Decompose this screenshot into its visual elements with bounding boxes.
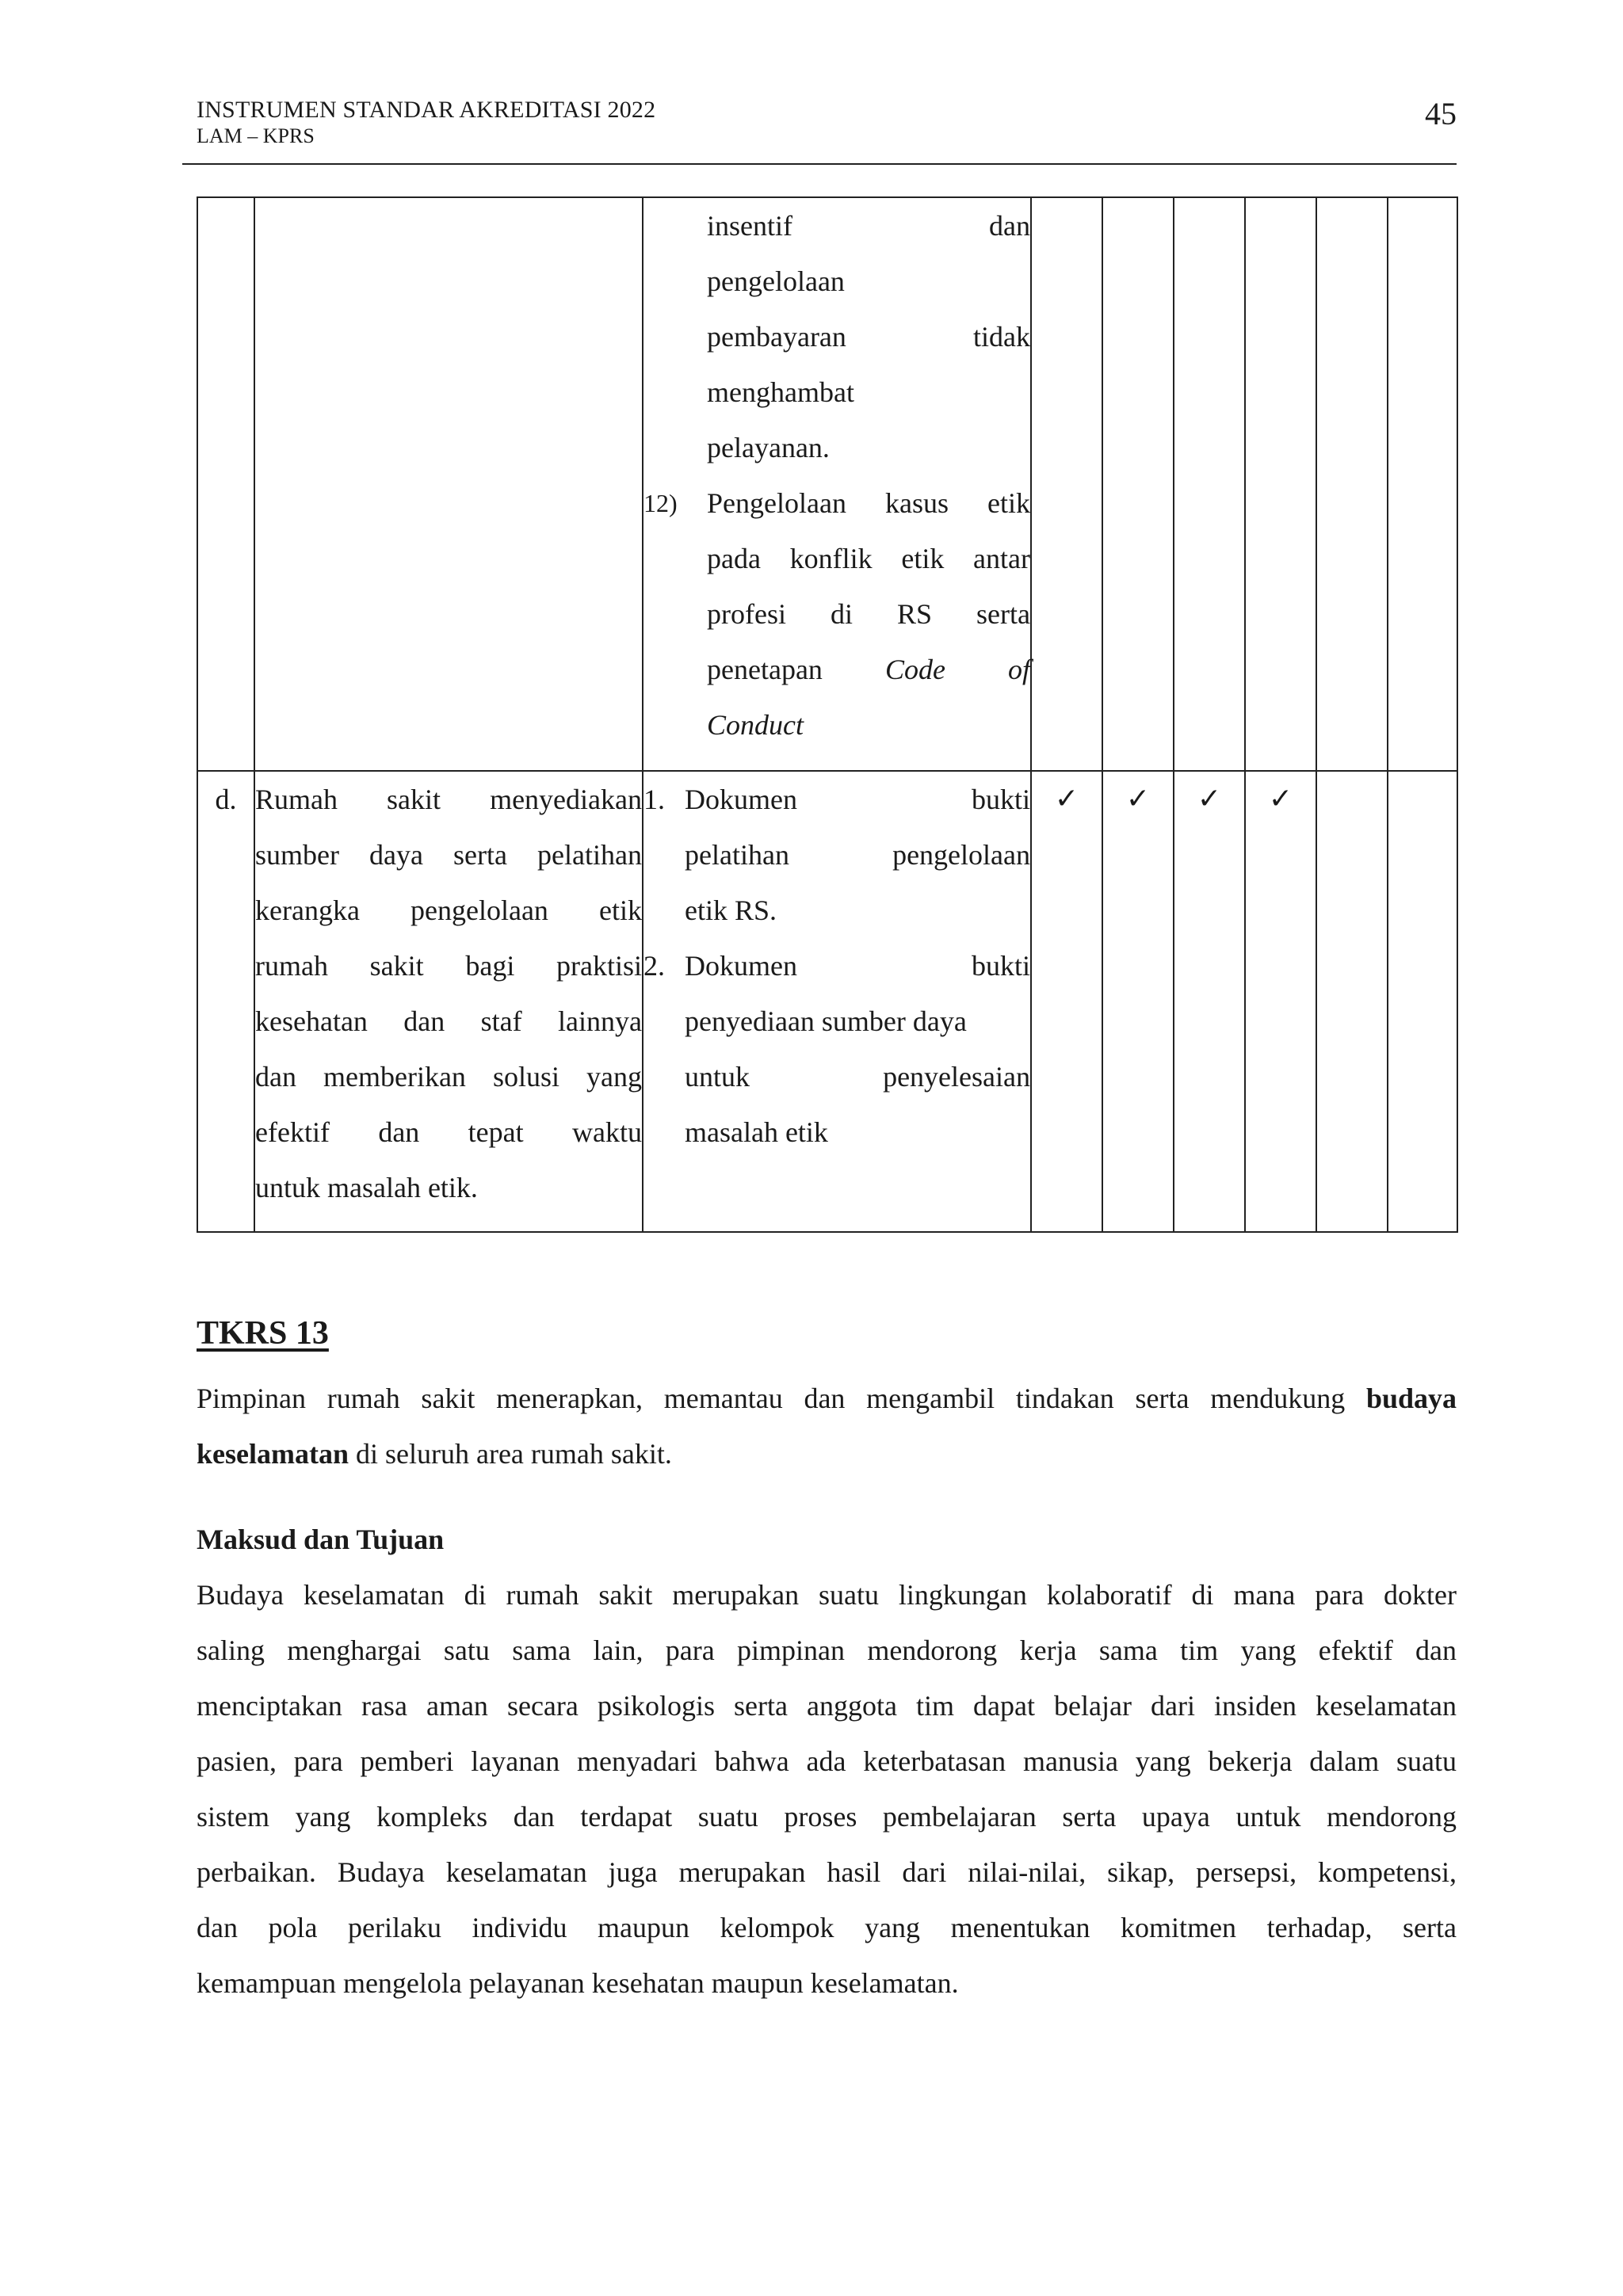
- text-line: pembayaran tidak: [707, 321, 1030, 353]
- text-line: [197, 1426, 1457, 1482]
- text-line: pada konflik etik antar: [707, 543, 1030, 574]
- check-mark-icon: ✓: [1245, 771, 1316, 1232]
- text-line: sistem yang kompleks dan terdapat suatu proses pembelajaran serta upaya untuk mendorong: [197, 1801, 1457, 1833]
- text-line: pasien, para pemberi layanan menyadari bahwa ada keterbatasan manusia yang bekerja dalam suatu: [197, 1745, 1457, 1777]
- text-line: penyediaan sumber daya: [685, 1005, 967, 1037]
- check-cell: [1316, 197, 1388, 771]
- text-line: untuk penyelesaian: [685, 1061, 1030, 1093]
- text-line: pelatihan pengelolaan: [685, 839, 1030, 871]
- text-line: sumber daya serta pelatihan: [255, 839, 642, 871]
- list-number: 12): [643, 489, 678, 517]
- text-line: masalah etik: [685, 1116, 828, 1148]
- text-line: kesehatan dan staf lainnya: [255, 1005, 642, 1037]
- list-item-continuation: [643, 198, 1030, 475]
- list-item: [643, 772, 1030, 938]
- text-line: efektif dan tepat waktu: [255, 1116, 642, 1148]
- text-line: etik RS.: [685, 894, 777, 926]
- text-line: rumah sakit bagi praktisi: [255, 950, 642, 982]
- evidence-cell: [643, 771, 1031, 1232]
- list-number: 2.: [643, 950, 665, 982]
- text-line: insentif dan: [707, 210, 1030, 242]
- standard-statement: [197, 1371, 1457, 1482]
- page-number: 45: [1425, 96, 1457, 132]
- text-line: Rumah sakit menyediakan: [255, 784, 642, 815]
- check-cell: [1102, 197, 1174, 771]
- row-letter-cell: [197, 197, 254, 771]
- text-line: Budaya keselamatan di rumah sakit merupakan suatu lingkungan kolaboratif di mana para dokter: [197, 1579, 1457, 1611]
- text-line: pelayanan.: [707, 432, 830, 463]
- evaluation-table: [197, 196, 1458, 1233]
- header-title: INSTRUMEN STANDAR AKREDITASI 2022: [197, 97, 656, 123]
- text-segment: Pimpinan rumah sakit menerapkan, memantau dan mengambil tindakan serta mendukung: [197, 1383, 1346, 1414]
- check-mark-icon: ✓: [1102, 771, 1174, 1232]
- text-line: kerangka pengelolaan etik: [255, 894, 642, 926]
- check-cell: [1245, 197, 1316, 771]
- text-line: dan pola perilaku individu maupun kelompok yang menentukan komitmen terhadap, serta: [197, 1912, 1457, 1943]
- evidence-cell: [643, 197, 1031, 771]
- section-title: TKRS 13: [197, 1315, 329, 1352]
- text-line: [707, 697, 1030, 753]
- text-line: Dokumen bukti: [685, 950, 1030, 982]
- check-cell: [1388, 771, 1457, 1232]
- text-line: perbaikan. Budaya keselamatan juga merupakan hasil dari nilai-nilai, sikap, persepsi, kompetensi,: [197, 1856, 1457, 1888]
- italic-term: Conduct: [707, 709, 804, 741]
- table-row: [197, 771, 1457, 1232]
- header-divider: [182, 163, 1457, 165]
- check-cell: [1316, 771, 1388, 1232]
- text-line: dan memberikan solusi yang: [255, 1061, 642, 1093]
- check-cell: [1388, 197, 1457, 771]
- check-mark-icon: ✓: [1174, 771, 1245, 1232]
- row-letter-cell: d.: [197, 771, 254, 1232]
- list-item: [643, 938, 1030, 1160]
- text-line: kemampuan mengelola pelayanan kesehatan maupun keselamatan.: [197, 1967, 959, 1999]
- italic-term: Code of: [884, 654, 1030, 685]
- header-subtitle: LAM – KPRS: [197, 124, 315, 147]
- text-line: menghambat: [707, 376, 854, 408]
- element-cell: [254, 197, 643, 771]
- body-paragraph: [197, 1567, 1457, 2011]
- check-cell: [1031, 197, 1102, 771]
- text-line: [707, 642, 1030, 697]
- text-line: untuk masalah etik.: [255, 1172, 478, 1203]
- list-item: [643, 475, 1030, 753]
- page-header: [197, 97, 1457, 149]
- check-mark-icon: ✓: [1031, 771, 1102, 1232]
- text-line: Pengelolaan kasus etik: [707, 487, 1030, 519]
- text-segment: di seluruh area rumah sakit.: [356, 1438, 672, 1470]
- list-number: 1.: [643, 784, 665, 815]
- subsection-heading: Maksud dan Tujuan: [197, 1524, 445, 1555]
- bold-term: keselamatan: [197, 1438, 349, 1470]
- table-row: [197, 197, 1457, 771]
- text-line: [197, 1371, 1457, 1426]
- text-line: pengelolaan: [707, 265, 845, 297]
- check-cell: [1174, 197, 1245, 771]
- text-line: saling menghargai satu sama lain, para pimpinan mendorong kerja sama tim yang efektif dan: [197, 1634, 1457, 1666]
- text-line: Dokumen bukti: [685, 784, 1030, 815]
- text-line: menciptakan rasa aman secara psikologis serta anggota tim dapat belajar dari insiden keselamatan: [197, 1690, 1457, 1722]
- text-line: profesi di RS serta: [707, 598, 1030, 630]
- text-segment: penetapan: [707, 654, 823, 685]
- bold-term: budaya: [1365, 1383, 1457, 1414]
- element-cell: [254, 771, 643, 1232]
